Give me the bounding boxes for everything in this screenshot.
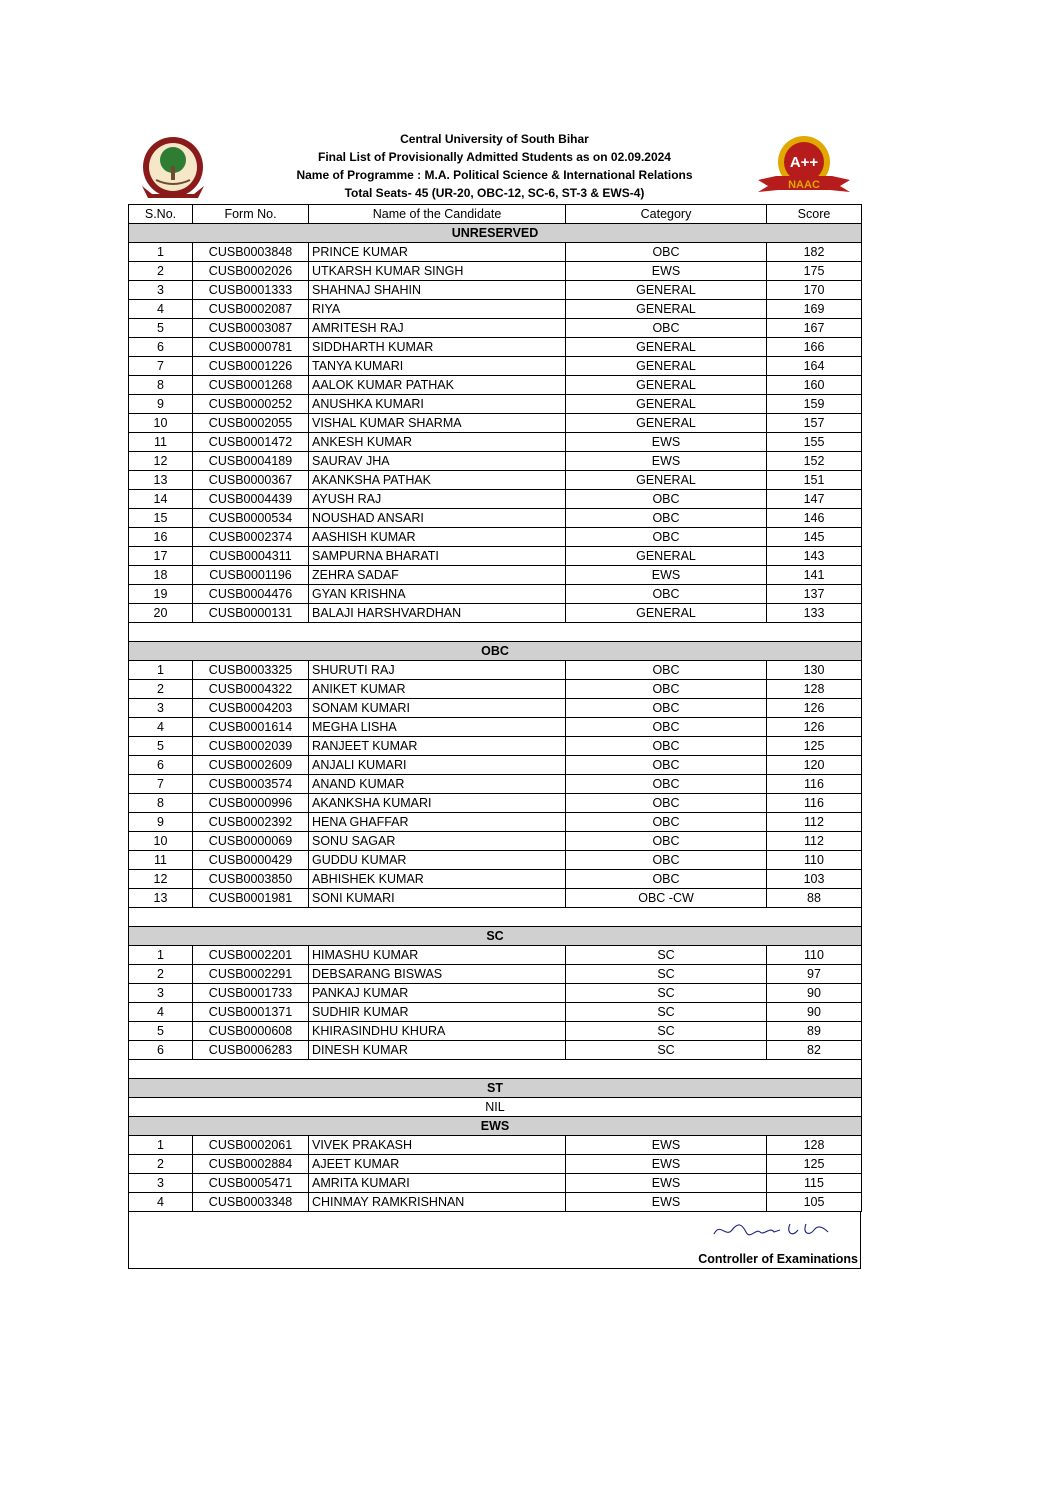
serial-number: 4 [129,1003,193,1022]
serial-number: 1 [129,1136,193,1155]
table-row [129,1041,862,1060]
form-number: CUSB0001226 [193,357,309,376]
serial-number: 6 [129,756,193,775]
candidate-name: GYAN KRISHNA [309,585,566,604]
form-number: CUSB0004439 [193,490,309,509]
candidate-name: NOUSHAD ANSARI [309,509,566,528]
naac-grade: A++ [789,154,819,171]
category: OBC [566,737,767,756]
score: 128 [767,1136,862,1155]
category: GENERAL [566,281,767,300]
column-header: Name of the Candidate [309,205,566,224]
score: 115 [767,1174,862,1193]
form-number: CUSB0002884 [193,1155,309,1174]
candidate-name: AALOK KUMAR PATHAK [309,376,566,395]
score: 116 [767,794,862,813]
serial-number: 8 [129,794,193,813]
table-row [129,1193,862,1212]
column-header: Form No. [193,205,309,224]
table-row [129,718,862,737]
serial-number: 6 [129,1041,193,1060]
candidate-name: ANJALI KUMARI [309,756,566,775]
candidate-name: AASHISH KUMAR [309,528,566,547]
table-row [129,243,862,262]
form-number: CUSB0002374 [193,528,309,547]
score: 143 [767,547,862,566]
score: 130 [767,661,862,680]
table-row [129,433,862,452]
score: 112 [767,813,862,832]
form-number: CUSB0002291 [193,965,309,984]
university-logo [138,136,208,202]
list-title: Final List of Provisionally Admitted Students as on 02.09.2024 [318,150,671,164]
form-number: CUSB0000131 [193,604,309,623]
form-number: CUSB0003848 [193,243,309,262]
serial-number: 3 [129,1174,193,1193]
candidate-name: AKANKSHA PATHAK [309,471,566,490]
category: OBC [566,680,767,699]
column-header: S.No. [129,205,193,224]
serial-number: 11 [129,851,193,870]
category: OBC [566,832,767,851]
score: 164 [767,357,862,376]
nil-row [129,1098,862,1117]
candidate-name: AKANKSHA KUMARI [309,794,566,813]
serial-number: 15 [129,509,193,528]
serial-number: 10 [129,414,193,433]
table-row [129,946,862,965]
form-number: CUSB0003087 [193,319,309,338]
serial-number: 18 [129,566,193,585]
category: SC [566,1041,767,1060]
form-number: CUSB0004203 [193,699,309,718]
score: 128 [767,680,862,699]
table-row [129,319,862,338]
form-number: CUSB0004322 [193,680,309,699]
candidate-name: RANJEET KUMAR [309,737,566,756]
form-number: CUSB0000367 [193,471,309,490]
form-number: CUSB0002201 [193,946,309,965]
admission-table [128,204,862,1212]
form-number: CUSB0000252 [193,395,309,414]
score: 133 [767,604,862,623]
category: GENERAL [566,338,767,357]
candidate-name: ZEHRA SADAF [309,566,566,585]
category: EWS [566,433,767,452]
serial-number: 13 [129,471,193,490]
section-title: EWS [129,1117,862,1136]
score: 125 [767,737,862,756]
serial-number: 3 [129,699,193,718]
serial-number: 8 [129,376,193,395]
serial-number: 5 [129,319,193,338]
serial-number: 11 [129,433,193,452]
candidate-name: SONU SAGAR [309,832,566,851]
table-row [129,1155,862,1174]
category: OBC [566,775,767,794]
candidate-name: HENA GHAFFAR [309,813,566,832]
serial-number: 1 [129,243,193,262]
category: OBC [566,756,767,775]
category: SC [566,965,767,984]
form-number: CUSB0002055 [193,414,309,433]
serial-number: 2 [129,965,193,984]
category: SC [566,1022,767,1041]
signature-block [128,1212,861,1269]
candidate-name: SAURAV JHA [309,452,566,471]
form-number: CUSB0002087 [193,300,309,319]
section-header-row [129,1079,862,1098]
candidate-name: UTKARSH KUMAR SINGH [309,262,566,281]
spacer-row [129,1060,862,1079]
category: OBC [566,813,767,832]
candidate-name: VISHAL KUMAR SHARMA [309,414,566,433]
category: EWS [566,1155,767,1174]
candidate-name: GUDDU KUMAR [309,851,566,870]
table-row [129,281,862,300]
form-number: CUSB0001733 [193,984,309,1003]
serial-number: 2 [129,262,193,281]
section-title: SC [129,927,862,946]
score: 170 [767,281,862,300]
category: EWS [566,262,767,281]
form-number: CUSB0003325 [193,661,309,680]
candidate-name: SHAHNAJ SHAHIN [309,281,566,300]
score: 166 [767,338,862,357]
score: 126 [767,718,862,737]
admission-list-sheet [128,130,861,1269]
category: GENERAL [566,604,767,623]
table-row [129,566,862,585]
table-row [129,737,862,756]
category: SC [566,984,767,1003]
serial-number: 17 [129,547,193,566]
candidate-name: KHIRASINDHU KHURA [309,1022,566,1041]
category: GENERAL [566,414,767,433]
table-row [129,680,862,699]
serial-number: 9 [129,813,193,832]
signature-image [710,1218,840,1242]
section-header-row [129,927,862,946]
table-body [129,224,862,1212]
score: 169 [767,300,862,319]
score: 110 [767,946,862,965]
serial-number: 2 [129,1155,193,1174]
form-number: CUSB0000069 [193,832,309,851]
form-number: CUSB0001268 [193,376,309,395]
score: 145 [767,528,862,547]
category: EWS [566,566,767,585]
spacer-cell [129,623,862,642]
candidate-name: PANKAJ KUMAR [309,984,566,1003]
category: GENERAL [566,376,767,395]
table-row [129,547,862,566]
serial-number: 19 [129,585,193,604]
table-row [129,756,862,775]
candidate-name: PRINCE KUMAR [309,243,566,262]
score: 120 [767,756,862,775]
table-row [129,851,862,870]
score: 175 [767,262,862,281]
category: OBC [566,319,767,338]
form-number: CUSB0005471 [193,1174,309,1193]
candidate-name: AMRITA KUMARI [309,1174,566,1193]
form-number: CUSB0003574 [193,775,309,794]
score: 112 [767,832,862,851]
candidate-name: CHINMAY RAMKRISHNAN [309,1193,566,1212]
serial-number: 9 [129,395,193,414]
serial-number: 12 [129,452,193,471]
naac-badge [756,134,852,200]
score: 141 [767,566,862,585]
candidate-name: MEGHA LISHA [309,718,566,737]
form-number: CUSB0002039 [193,737,309,756]
spacer-row [129,623,862,642]
candidate-name: TANYA KUMARI [309,357,566,376]
form-number: CUSB0004476 [193,585,309,604]
candidate-name: SIDDHARTH KUMAR [309,338,566,357]
candidate-name: ANAND KUMAR [309,775,566,794]
table-row [129,357,862,376]
candidate-name: AMRITESH RAJ [309,319,566,338]
table-row [129,509,862,528]
form-number: CUSB0004311 [193,547,309,566]
section-header-row [129,224,862,243]
category: GENERAL [566,300,767,319]
serial-number: 10 [129,832,193,851]
document-header [128,130,861,204]
serial-number: 4 [129,1193,193,1212]
candidate-name: SONI KUMARI [309,889,566,908]
candidate-name: AYUSH RAJ [309,490,566,509]
table-row [129,661,862,680]
serial-number: 1 [129,946,193,965]
category: SC [566,1003,767,1022]
controller-of-examinations: Controller of Examinations [698,1252,858,1266]
form-number: CUSB0004189 [193,452,309,471]
serial-number: 12 [129,870,193,889]
category: OBC [566,585,767,604]
category: OBC [566,870,767,889]
serial-number: 3 [129,984,193,1003]
score: 182 [767,243,862,262]
score: 82 [767,1041,862,1060]
category: OBC [566,528,767,547]
table-row [129,585,862,604]
form-number: CUSB0002061 [193,1136,309,1155]
serial-number: 14 [129,490,193,509]
form-number: CUSB0002392 [193,813,309,832]
form-number: CUSB0001981 [193,889,309,908]
category: EWS [566,1136,767,1155]
table-row [129,490,862,509]
table-row [129,1174,862,1193]
category: GENERAL [566,547,767,566]
serial-number: 2 [129,680,193,699]
table-row [129,395,862,414]
serial-number: 1 [129,661,193,680]
column-header: Category [566,205,767,224]
serial-number: 20 [129,604,193,623]
section-header-row [129,1117,862,1136]
table-row [129,775,862,794]
table-row [129,300,862,319]
score: 97 [767,965,862,984]
form-number: CUSB0001472 [193,433,309,452]
form-number: CUSB0000429 [193,851,309,870]
score: 147 [767,490,862,509]
form-number: CUSB0001371 [193,1003,309,1022]
candidate-name: ANUSHKA KUMARI [309,395,566,414]
category: OBC -CW [566,889,767,908]
candidate-name: DEBSARANG BISWAS [309,965,566,984]
candidate-name: SUDHIR KUMAR [309,1003,566,1022]
category: OBC [566,509,767,528]
candidate-name: HIMASHU KUMAR [309,946,566,965]
score: 146 [767,509,862,528]
table-row [129,813,862,832]
score: 90 [767,984,862,1003]
candidate-name: AJEET KUMAR [309,1155,566,1174]
table-row [129,452,862,471]
serial-number: 6 [129,338,193,357]
total-seats: Total Seats- 45 (UR-20, OBC-12, SC-6, ST-3 & EWS-4) [344,186,645,200]
category: OBC [566,794,767,813]
category: OBC [566,851,767,870]
table-row [129,414,862,433]
score: 167 [767,319,862,338]
form-number: CUSB0002026 [193,262,309,281]
score: 103 [767,870,862,889]
category: EWS [566,1174,767,1193]
table-row [129,262,862,281]
section-title: UNRESERVED [129,224,862,243]
score: 88 [767,889,862,908]
spacer-cell [129,1060,862,1079]
candidate-name: VIVEK PRAKASH [309,1136,566,1155]
category: EWS [566,452,767,471]
form-number: CUSB0001196 [193,566,309,585]
column-header: Score [767,205,862,224]
category: GENERAL [566,357,767,376]
section-title: ST [129,1079,862,1098]
table-row [129,376,862,395]
candidate-name: SAMPURNA BHARATI [309,547,566,566]
form-number: CUSB0000534 [193,509,309,528]
nil-value: NIL [129,1098,862,1117]
serial-number: 4 [129,718,193,737]
form-number: CUSB0002609 [193,756,309,775]
category: OBC [566,699,767,718]
spacer-row [129,908,862,927]
table-row [129,965,862,984]
serial-number: 7 [129,775,193,794]
table-row [129,338,862,357]
candidate-name: ANIKET KUMAR [309,680,566,699]
table-row [129,528,862,547]
table-row [129,794,862,813]
category: OBC [566,490,767,509]
score: 89 [767,1022,862,1041]
serial-number: 16 [129,528,193,547]
score: 155 [767,433,862,452]
table-row [129,471,862,490]
form-number: CUSB0003850 [193,870,309,889]
candidate-name: ANKESH KUMAR [309,433,566,452]
score: 157 [767,414,862,433]
form-number: CUSB0006283 [193,1041,309,1060]
score: 125 [767,1155,862,1174]
table-row [129,699,862,718]
candidate-name: RIYA [309,300,566,319]
score: 160 [767,376,862,395]
category: OBC [566,718,767,737]
serial-number: 3 [129,281,193,300]
serial-number: 13 [129,889,193,908]
serial-number: 5 [129,1022,193,1041]
candidate-name: SHURUTI RAJ [309,661,566,680]
section-title: OBC [129,642,862,661]
table-row [129,870,862,889]
score: 126 [767,699,862,718]
serial-number: 7 [129,357,193,376]
candidate-name: BALAJI HARSHVARDHAN [309,604,566,623]
form-number: CUSB0001614 [193,718,309,737]
form-number: CUSB0001333 [193,281,309,300]
score: 137 [767,585,862,604]
serial-number: 4 [129,300,193,319]
table-row [129,1136,862,1155]
category: SC [566,946,767,965]
category: EWS [566,1193,767,1212]
serial-number: 5 [129,737,193,756]
form-number: CUSB0003348 [193,1193,309,1212]
table-row [129,1022,862,1041]
table-row [129,889,862,908]
university-name: Central University of South Bihar [400,132,589,146]
table-row [129,984,862,1003]
section-header-row [129,642,862,661]
programme-name: Name of Programme : M.A. Political Science & International Relations [296,168,693,182]
score: 152 [767,452,862,471]
score: 159 [767,395,862,414]
score: 110 [767,851,862,870]
score: 151 [767,471,862,490]
category: GENERAL [566,395,767,414]
category: OBC [566,661,767,680]
score: 105 [767,1193,862,1212]
candidate-name: ABHISHEK KUMAR [309,870,566,889]
table-row [129,832,862,851]
form-number: CUSB0000781 [193,338,309,357]
score: 90 [767,1003,862,1022]
candidate-name: DINESH KUMAR [309,1041,566,1060]
category: OBC [566,243,767,262]
score: 116 [767,775,862,794]
spacer-cell [129,908,862,927]
table-row [129,1003,862,1022]
table-header-row [129,205,862,224]
naac-label: NAAC [788,179,820,191]
category: GENERAL [566,471,767,490]
candidate-name: SONAM KUMARI [309,699,566,718]
form-number: CUSB0000608 [193,1022,309,1041]
form-number: CUSB0000996 [193,794,309,813]
table-row [129,604,862,623]
